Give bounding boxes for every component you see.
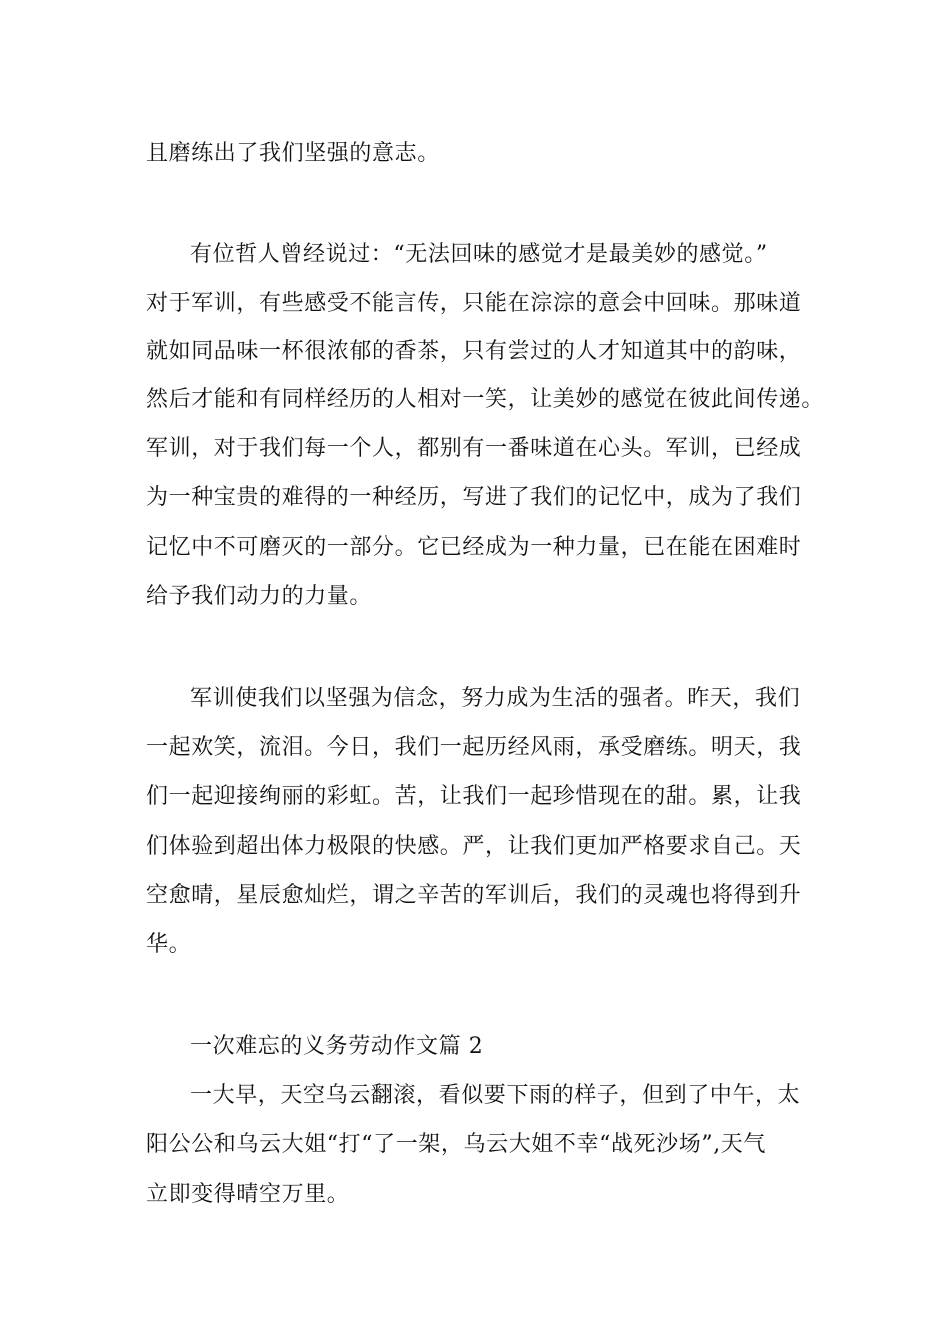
paragraph-line: 且磨练出了我们坚强的意志。 — [146, 141, 440, 166]
paragraph-line: 就如同品味一杯很浓郁的香茶，只有尝过的人才知道其中的韵味， — [146, 339, 802, 364]
paragraph-line: 给予我们动力的力量。 — [146, 584, 373, 609]
paragraph-line: 立即变得晴空万里。 — [146, 1182, 350, 1207]
paragraph-line: 一大早，天空乌云翻滚，看似要下雨的样子，但到了中午，太 — [190, 1083, 801, 1108]
paragraph-line: 阳公公和乌云大姐“打“了一架，乌云大姐不幸“战死沙场”,天气 — [146, 1132, 766, 1157]
paragraph-line: 们一起迎接绚丽的彩虹。苦，让我们一起珍惜现在的甜。累，让我 — [146, 784, 802, 809]
paragraph-line: 然后才能和有同样经历的人相对一笑，让美妙的感觉在彼此间传递。 — [146, 387, 825, 412]
section-heading: 一次难忘的义务劳动作文篇 2 — [190, 1034, 484, 1059]
paragraph-line: 记忆中不可磨灭的一部分。它已经成为一种力量，已在能在困难时 — [146, 535, 802, 560]
paragraph-line: 军训使我们以坚强为信念，努力成为生活的强者。昨天，我们 — [190, 686, 801, 711]
paragraph-line: 一起欢笑，流泪。今日，我们一起历经风雨，承受磨练。明天，我 — [146, 735, 802, 760]
paragraph-line: 为一种宝贵的难得的一种经历，写进了我们的记忆中，成为了我们 — [146, 485, 802, 510]
paragraph-line: 华。 — [146, 932, 192, 957]
paragraph-line: 对于军训，有些感受不能言传，只能在淙淙的意会中回味。那味道 — [146, 291, 802, 316]
paragraph-line: 军训，对于我们每一个人，都别有一番味道在心头。军训，已经成 — [146, 436, 802, 461]
paragraph-line: 有位哲人曾经说过：“无法回味的感觉才是最美妙的感觉。” — [190, 242, 768, 267]
paragraph-line: 们体验到超出体力极限的快感。严，让我们更加严格要求自己。天 — [146, 834, 802, 859]
paragraph-line: 空愈晴，星辰愈灿烂，谓之辛苦的军训后，我们的灵魂也将得到升 — [146, 883, 802, 908]
